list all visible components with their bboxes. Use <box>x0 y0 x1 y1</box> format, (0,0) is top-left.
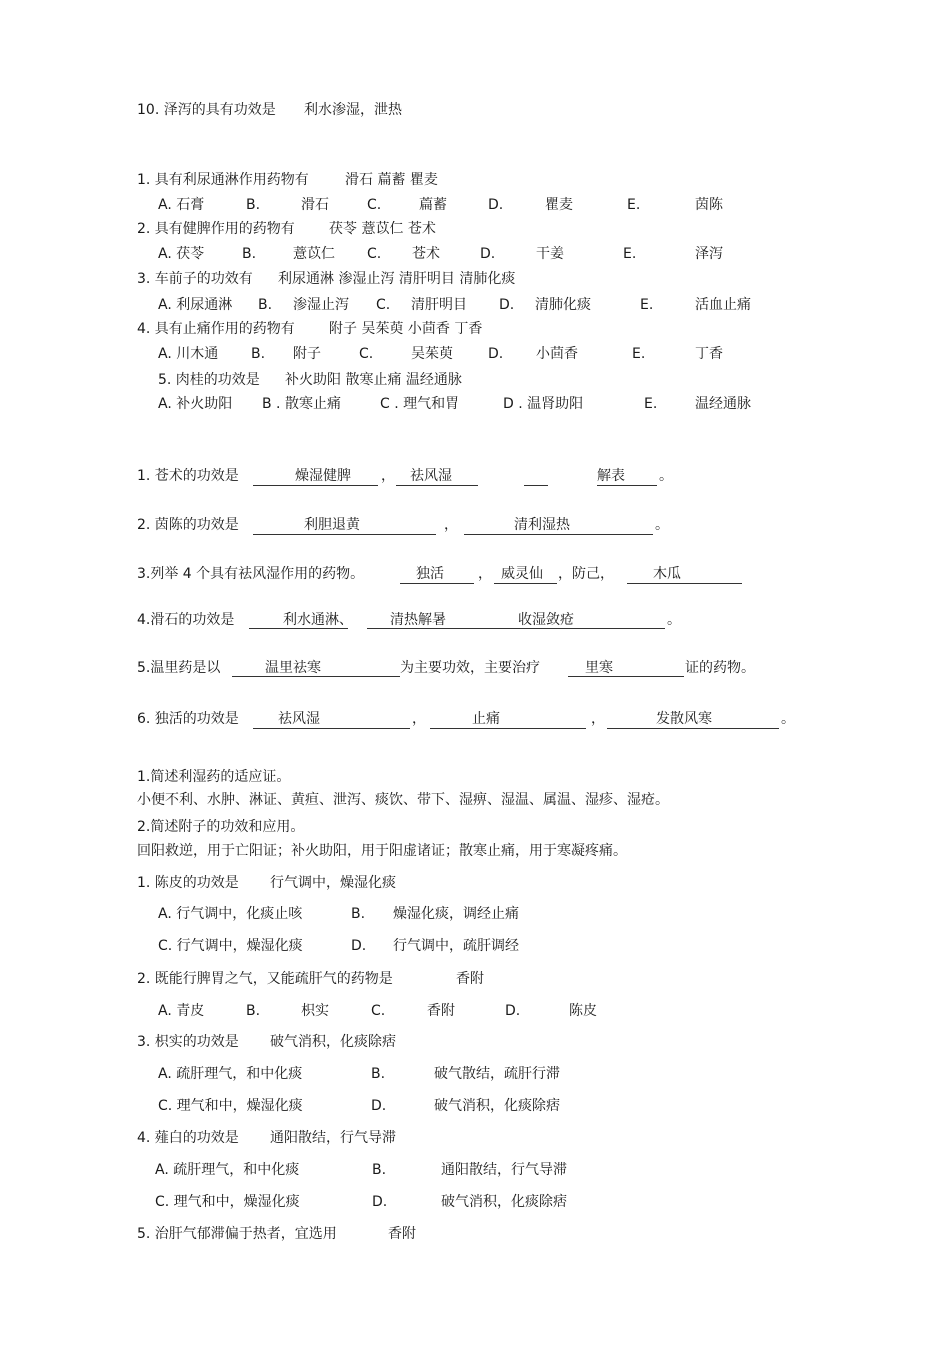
option: A. 疏肝理气，和中化痰 <box>158 1066 303 1082</box>
fill-answer: 止痛 <box>472 711 500 727</box>
short-question: 1.简述利湿药的适应证。 <box>137 769 291 785</box>
multi-question: 3. 车前子的功效有 <box>137 271 253 287</box>
option-text: 滑石 <box>301 197 329 213</box>
option-letter: D. <box>488 346 504 362</box>
option-letter: B. <box>251 346 266 362</box>
option-text: 吴茱萸 <box>411 346 453 362</box>
option-text: 薏苡仁 <box>293 246 335 262</box>
option-letter: D. <box>499 297 515 313</box>
option-text: 陈皮 <box>569 1003 597 1019</box>
fill-question: 3.列举 4 个具有祛风湿作用的药物。 <box>137 566 365 582</box>
multi-answer: 补火助阳 散寒止痛 温经通脉 <box>285 372 462 388</box>
separator: ， <box>478 566 492 582</box>
option-text: 香附 <box>427 1003 455 1019</box>
single-answer: 香附 <box>388 1226 416 1242</box>
answer-underline <box>400 583 474 584</box>
option-letter: B. <box>242 246 257 262</box>
multi-answer: 滑石 萹蓄 瞿麦 <box>345 172 438 188</box>
fill-question: 6. 独活的功效是 <box>137 711 239 727</box>
fill-answer: 收湿敛疮 <box>518 612 574 628</box>
answer-underline <box>396 485 478 486</box>
fill-question: 4.滑石的功效是 <box>137 612 235 628</box>
option-letter: D. <box>480 246 496 262</box>
option: C. 理气和中，燥湿化痰 <box>158 1098 303 1114</box>
option-letter: C. <box>367 246 382 262</box>
option-text: 渗湿止泻 <box>293 297 349 313</box>
option-letter: E. <box>644 396 658 412</box>
fill-answer: 独活 <box>416 566 444 582</box>
option: A. 行气调中，化痰止咳 <box>158 906 303 922</box>
option-text: 枳实 <box>301 1003 329 1019</box>
option: C. 理气和中，燥湿化痰 <box>155 1194 300 1210</box>
option-letter: C. <box>371 1003 386 1019</box>
fill-question: 5.温里药是以 <box>137 660 221 676</box>
short-question: 2.简述附子的功效和应用。 <box>137 819 305 835</box>
fill-answer: 利水通淋、 <box>283 612 353 628</box>
option: A. 疏肝理气，和中化痰 <box>155 1162 300 1178</box>
answer-underline <box>597 485 657 486</box>
single-answer: 香附 <box>456 971 484 987</box>
answer-underline <box>367 628 665 629</box>
option-letter: B. <box>258 297 273 313</box>
multi-answer: 利尿通淋 渗湿止泻 清肝明目 清肺化痰 <box>278 271 516 287</box>
multi-question: 1. 具有利尿通淋作用药物有 <box>137 172 309 188</box>
option-letter: B. <box>351 906 366 922</box>
option-text: 干姜 <box>536 246 564 262</box>
option-text: 丁香 <box>695 346 723 362</box>
option: A. 茯苓 <box>158 246 205 262</box>
multi-answer: 茯苓 薏苡仁 苍术 <box>329 221 436 237</box>
option-letter: B. <box>246 1003 261 1019</box>
option-text: 温经通脉 <box>695 396 751 412</box>
option-letter: C. <box>376 297 391 313</box>
fill-answer: 解表 <box>597 468 625 484</box>
option-letter: E. <box>627 197 641 213</box>
single-question: 1. 陈皮的功效是 <box>137 875 239 891</box>
option-letter: B. <box>372 1162 387 1178</box>
option-text: 破气消积，化痰除痞 <box>441 1194 567 1210</box>
multi-question: 4. 具有止痛作用的药物有 <box>137 321 295 337</box>
fill-answer: 祛风湿 <box>410 468 452 484</box>
answer-underline <box>249 628 348 629</box>
option-letter: D. <box>488 197 504 213</box>
fill-text: 为主要功效，主要治疗 <box>400 660 540 676</box>
fill-text: ，防己， <box>558 566 614 582</box>
fill-answer: 威灵仙 <box>501 566 543 582</box>
multi-question: 2. 具有健脾作用的药物有 <box>137 221 295 237</box>
answer-underline <box>430 728 586 729</box>
end-punct: 。 <box>659 468 673 484</box>
single-answer: 破气消积，化痰除痞 <box>270 1034 396 1050</box>
option-letter: D. <box>351 938 367 954</box>
option: A. 利尿通淋 <box>158 297 233 313</box>
fill-answer: 利胆退黄 <box>304 517 360 533</box>
short-answer: 回阳救逆，用于亡阳证；补火助阳，用于阳虚诸证；散寒止痛，用于寒凝疼痛。 <box>137 843 627 859</box>
answer-underline <box>627 583 742 584</box>
option-text: 破气消积，化痰除痞 <box>434 1098 560 1114</box>
q10-answer: 利水渗湿，泄热 <box>304 102 402 118</box>
fill-answer: 木瓜 <box>653 566 681 582</box>
option-text: 通阳散结，行气导滞 <box>441 1162 567 1178</box>
option-text: 萹蓄 <box>419 197 447 213</box>
separator: ， <box>591 711 605 727</box>
separator: ， <box>412 711 426 727</box>
option-text: 附子 <box>293 346 321 362</box>
option-text: 泽泻 <box>695 246 723 262</box>
fill-question: 2. 茵陈的功效是 <box>137 517 239 533</box>
option-text: 破气散结，疏肝行滞 <box>434 1066 560 1082</box>
separator: ， <box>444 517 458 533</box>
end-punct: 。 <box>667 612 681 628</box>
answer-underline <box>232 676 400 677</box>
option-text: 小茴香 <box>536 346 578 362</box>
answer-underline <box>253 534 436 535</box>
option: A. 石膏 <box>158 197 205 213</box>
multi-question: 5. 肉桂的功效是 <box>158 372 260 388</box>
fill-answer: 发散风寒 <box>656 711 712 727</box>
answer-underline <box>524 485 548 486</box>
option-letter: C. <box>359 346 374 362</box>
option-letter: E. <box>623 246 637 262</box>
short-answer: 小便不利、水肿、淋证、黄疸、泄泻、痰饮、带下、湿痹、湿温、属温、湿疹、湿疮。 <box>137 792 669 808</box>
end-punct: 证的药物。 <box>685 660 755 676</box>
end-punct: 。 <box>781 711 795 727</box>
option-letter: E. <box>632 346 646 362</box>
answer-underline <box>607 728 779 729</box>
q10-question: 10. 泽泻的具有功效是 <box>137 102 276 118</box>
option: C . 理气和胃 <box>380 396 460 412</box>
option-letter: D. <box>505 1003 521 1019</box>
option-text: 清肺化痰 <box>535 297 591 313</box>
answer-underline <box>494 583 557 584</box>
option-text: 苍术 <box>412 246 440 262</box>
option-letter: B. <box>246 197 261 213</box>
answer-underline <box>568 676 684 677</box>
option-letter: B. <box>371 1066 386 1082</box>
option-letter: E. <box>640 297 654 313</box>
single-question: 5. 治肝气郁滞偏于热者，宜选用 <box>137 1226 337 1242</box>
fill-answer: 里寒 <box>585 660 613 676</box>
option: A. 川木通 <box>158 346 219 362</box>
fill-answer: 祛风湿 <box>278 711 320 727</box>
end-punct: 。 <box>655 517 669 533</box>
option-text: 行气调中，疏肝调经 <box>393 938 519 954</box>
single-question: 4. 薤白的功效是 <box>137 1130 239 1146</box>
option: B . 散寒止痛 <box>262 396 341 412</box>
option-text: 茵陈 <box>695 197 723 213</box>
option-text: 瞿麦 <box>545 197 573 213</box>
option-text: 清肝明目 <box>411 297 467 313</box>
separator: ， <box>381 468 395 484</box>
single-answer: 通阳散结，行气导滞 <box>270 1130 396 1146</box>
option-letter: D. <box>372 1194 388 1210</box>
fill-answer: 温里祛寒 <box>265 660 321 676</box>
answer-underline <box>253 728 410 729</box>
option: A. 青皮 <box>158 1003 205 1019</box>
fill-answer: 清热解暑 <box>390 612 446 628</box>
option: D . 温肾助阳 <box>503 396 584 412</box>
multi-answer: 附子 吴茱萸 小茴香 丁香 <box>329 321 483 337</box>
option-text: 活血止痛 <box>695 297 751 313</box>
option-letter: D. <box>371 1098 387 1114</box>
single-answer: 行气调中，燥湿化痰 <box>270 875 396 891</box>
fill-answer: 清利湿热 <box>514 517 570 533</box>
single-question: 3. 枳实的功效是 <box>137 1034 239 1050</box>
answer-underline <box>464 534 653 535</box>
option-letter: C. <box>367 197 382 213</box>
fill-answer: 燥湿健脾 <box>295 468 351 484</box>
answer-underline <box>253 485 378 486</box>
option: C. 行气调中，燥湿化痰 <box>158 938 303 954</box>
option: A. 补火助阳 <box>158 396 233 412</box>
option-text: 燥湿化痰，调经止痛 <box>393 906 519 922</box>
single-question: 2. 既能行脾胃之气，又能疏肝气的药物是 <box>137 971 393 987</box>
fill-question: 1. 苍术的功效是 <box>137 468 239 484</box>
